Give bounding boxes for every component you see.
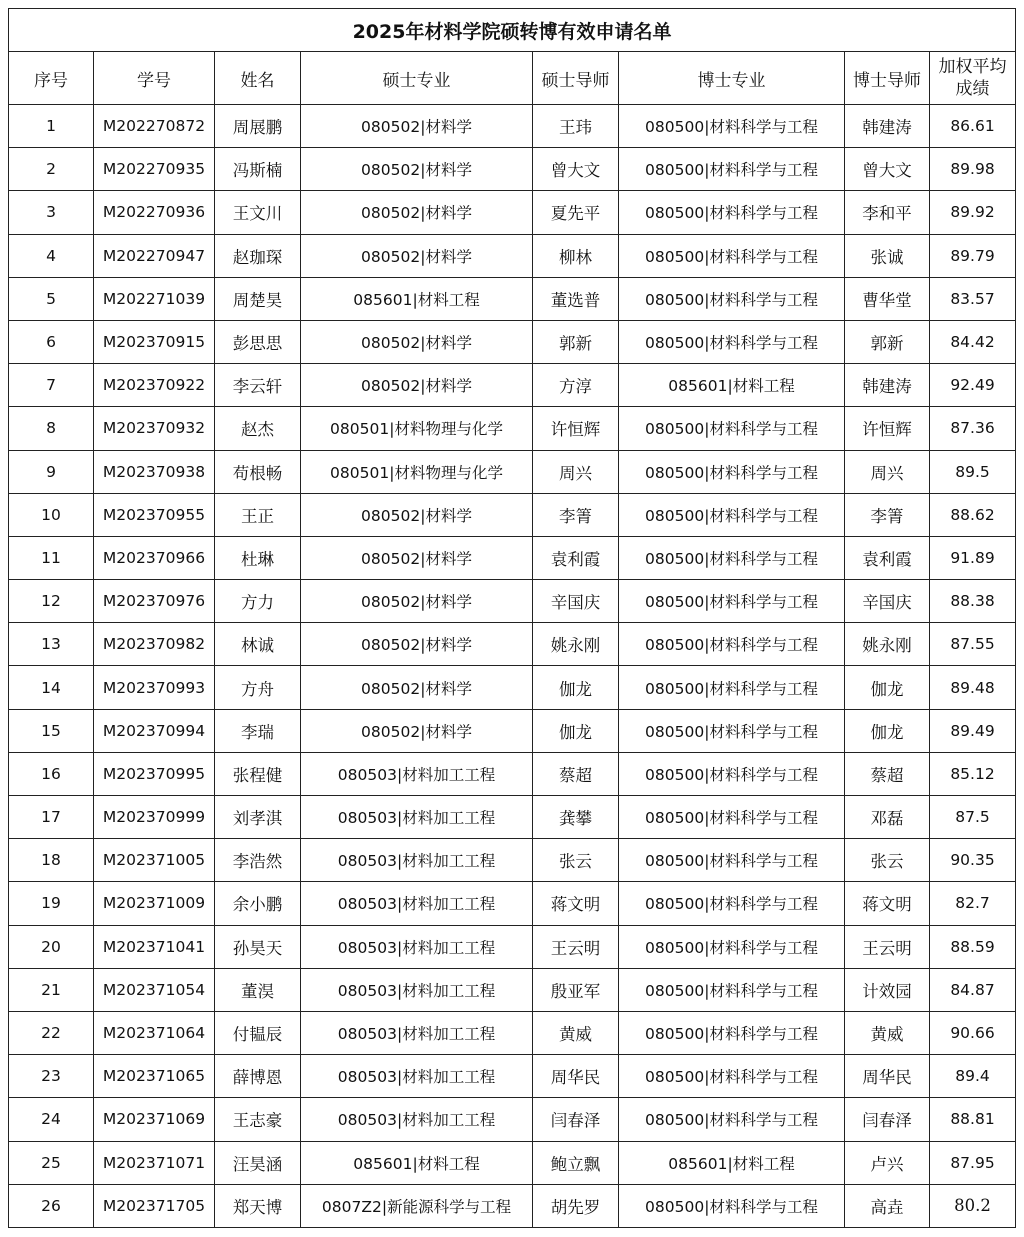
table-row: [9, 234, 1016, 277]
cell-seq: 22: [9, 1011, 94, 1054]
cell-name: 李瑞: [215, 709, 301, 752]
cell-master-tutor: 董选普: [533, 277, 619, 320]
cell-master-major: 080503|材料加工工程: [301, 882, 533, 925]
cell-weighted-score: 88.38: [930, 580, 1016, 623]
cell-weighted-score: 87.36: [930, 407, 1016, 450]
cell-student-id: M202371009: [94, 882, 215, 925]
cell-phd-major: 080500|材料科学与工程: [619, 666, 845, 709]
cell-seq: 8: [9, 407, 94, 450]
header-master-major: 硕士专业: [301, 52, 533, 105]
cell-student-id: M202370976: [94, 580, 215, 623]
cell-master-major: 080502|材料学: [301, 709, 533, 752]
table-row: [9, 364, 1016, 407]
cell-phd-major: 080500|材料科学与工程: [619, 234, 845, 277]
table-row: [9, 752, 1016, 795]
cell-weighted-score: 87.55: [930, 623, 1016, 666]
cell-master-tutor: 辛国庆: [533, 580, 619, 623]
cell-phd-major: 080500|材料科学与工程: [619, 105, 845, 148]
table-row: [9, 493, 1016, 536]
cell-phd-major: 080500|材料科学与工程: [619, 580, 845, 623]
cell-phd-tutor: 高垚: [845, 1184, 930, 1227]
cell-phd-major: 080500|材料科学与工程: [619, 623, 845, 666]
cell-phd-tutor: 许恒辉: [845, 407, 930, 450]
application-list-sheet: [8, 8, 1015, 1228]
cell-master-tutor: 殷亚军: [533, 968, 619, 1011]
cell-master-tutor: 伽龙: [533, 709, 619, 752]
cell-seq: 21: [9, 968, 94, 1011]
header-student-id: 学号: [94, 52, 215, 105]
cell-weighted-score: 84.87: [930, 968, 1016, 1011]
cell-student-id: M202270935: [94, 148, 215, 191]
cell-master-major: 080502|材料学: [301, 191, 533, 234]
cell-master-major: 085601|材料工程: [301, 1141, 533, 1184]
cell-phd-tutor: 伽龙: [845, 666, 930, 709]
cell-master-tutor: 李箐: [533, 493, 619, 536]
cell-phd-tutor: 伽龙: [845, 709, 930, 752]
cell-seq: 11: [9, 536, 94, 579]
cell-master-major: 080503|材料加工工程: [301, 752, 533, 795]
cell-student-id: M202270947: [94, 234, 215, 277]
cell-weighted-score: 83.57: [930, 277, 1016, 320]
cell-name: 董淏: [215, 968, 301, 1011]
cell-master-tutor: 伽龙: [533, 666, 619, 709]
cell-phd-tutor: 周兴: [845, 450, 930, 493]
cell-student-id: M202371705: [94, 1184, 215, 1227]
cell-student-id: M202370955: [94, 493, 215, 536]
cell-student-id: M202370993: [94, 666, 215, 709]
cell-student-id: M202370922: [94, 364, 215, 407]
cell-phd-tutor: 李箐: [845, 493, 930, 536]
cell-weighted-score: 88.62: [930, 493, 1016, 536]
cell-weighted-score: 86.61: [930, 105, 1016, 148]
cell-master-major: 080503|材料加工工程: [301, 1055, 533, 1098]
cell-name: 余小鹏: [215, 882, 301, 925]
cell-phd-tutor: 王云明: [845, 925, 930, 968]
cell-weighted-score: 88.81: [930, 1098, 1016, 1141]
cell-student-id: M202371064: [94, 1011, 215, 1054]
cell-weighted-score: 87.5: [930, 796, 1016, 839]
cell-name: 王志豪: [215, 1098, 301, 1141]
cell-weighted-score: 90.66: [930, 1011, 1016, 1054]
cell-phd-major: 080500|材料科学与工程: [619, 493, 845, 536]
cell-master-tutor: 龚攀: [533, 796, 619, 839]
cell-phd-tutor: 韩建涛: [845, 364, 930, 407]
cell-phd-tutor: 曹华堂: [845, 277, 930, 320]
cell-student-id: M202370915: [94, 320, 215, 363]
cell-phd-tutor: 姚永刚: [845, 623, 930, 666]
cell-phd-major: 080500|材料科学与工程: [619, 191, 845, 234]
header-name: 姓名: [215, 52, 301, 105]
cell-weighted-score: 92.49: [930, 364, 1016, 407]
cell-master-tutor: 姚永刚: [533, 623, 619, 666]
cell-name: 赵珈琛: [215, 234, 301, 277]
cell-phd-major: 080500|材料科学与工程: [619, 1011, 845, 1054]
table-row: [9, 709, 1016, 752]
cell-name: 王文川: [215, 191, 301, 234]
cell-master-tutor: 张云: [533, 839, 619, 882]
cell-name: 张程健: [215, 752, 301, 795]
cell-seq: 19: [9, 882, 94, 925]
cell-name: 汪昊涵: [215, 1141, 301, 1184]
table-row: [9, 882, 1016, 925]
cell-phd-major: 080500|材料科学与工程: [619, 1055, 845, 1098]
cell-weighted-score: 89.5: [930, 450, 1016, 493]
cell-seq: 24: [9, 1098, 94, 1141]
cell-phd-tutor: 蒋文明: [845, 882, 930, 925]
cell-master-major: 080502|材料学: [301, 105, 533, 148]
cell-name: 方力: [215, 580, 301, 623]
table-row: [9, 407, 1016, 450]
cell-phd-major: 080500|材料科学与工程: [619, 839, 845, 882]
cell-master-tutor: 王云明: [533, 925, 619, 968]
cell-phd-major: 080500|材料科学与工程: [619, 796, 845, 839]
cell-master-tutor: 许恒辉: [533, 407, 619, 450]
title-row: [9, 9, 1016, 52]
cell-phd-tutor: 韩建涛: [845, 105, 930, 148]
table-row: [9, 666, 1016, 709]
cell-student-id: M202271039: [94, 277, 215, 320]
cell-weighted-score: 89.49: [930, 709, 1016, 752]
header-phd-tutor: 博士导师: [845, 52, 930, 105]
cell-master-tutor: 袁利霞: [533, 536, 619, 579]
cell-master-major: 080501|材料物理与化学: [301, 450, 533, 493]
cell-master-tutor: 郭新: [533, 320, 619, 363]
header-master-tutor: 硕士导师: [533, 52, 619, 105]
cell-master-tutor: 胡先罗: [533, 1184, 619, 1227]
cell-phd-tutor: 闫春泽: [845, 1098, 930, 1141]
cell-master-major: 080503|材料加工工程: [301, 796, 533, 839]
cell-student-id: M202370938: [94, 450, 215, 493]
cell-master-tutor: 柳林: [533, 234, 619, 277]
cell-phd-tutor: 计效园: [845, 968, 930, 1011]
table-row: [9, 1098, 1016, 1141]
cell-master-major: 080502|材料学: [301, 320, 533, 363]
table-row: [9, 148, 1016, 191]
table-row: [9, 1011, 1016, 1054]
application-table: [8, 8, 1016, 1228]
cell-master-tutor: 黄威: [533, 1011, 619, 1054]
cell-phd-major: 080500|材料科学与工程: [619, 277, 845, 320]
cell-master-major: 080503|材料加工工程: [301, 1098, 533, 1141]
cell-name: 林诚: [215, 623, 301, 666]
cell-seq: 15: [9, 709, 94, 752]
cell-phd-major: 080500|材料科学与工程: [619, 1098, 845, 1141]
cell-phd-major: 080500|材料科学与工程: [619, 709, 845, 752]
header-row: [9, 52, 1016, 105]
cell-weighted-score: 90.35: [930, 839, 1016, 882]
cell-phd-major: 085601|材料工程: [619, 1141, 845, 1184]
cell-weighted-score: 89.48: [930, 666, 1016, 709]
cell-student-id: M202370982: [94, 623, 215, 666]
cell-seq: 9: [9, 450, 94, 493]
cell-name: 薛博恩: [215, 1055, 301, 1098]
cell-seq: 20: [9, 925, 94, 968]
cell-student-id: M202270936: [94, 191, 215, 234]
cell-master-tutor: 夏先平: [533, 191, 619, 234]
cell-student-id: M202370999: [94, 796, 215, 839]
cell-master-major: 080501|材料物理与化学: [301, 407, 533, 450]
cell-master-tutor: 周华民: [533, 1055, 619, 1098]
table-row: [9, 277, 1016, 320]
cell-weighted-score: 91.89: [930, 536, 1016, 579]
cell-weighted-score: 80.2: [930, 1184, 1016, 1227]
header-phd-major: 博士专业: [619, 52, 845, 105]
cell-master-major: 080502|材料学: [301, 580, 533, 623]
cell-phd-tutor: 黄威: [845, 1011, 930, 1054]
cell-master-major: 080503|材料加工工程: [301, 1011, 533, 1054]
table-row: [9, 623, 1016, 666]
cell-master-major: 080502|材料学: [301, 493, 533, 536]
cell-seq: 4: [9, 234, 94, 277]
cell-phd-tutor: 周华民: [845, 1055, 930, 1098]
cell-master-major: 080503|材料加工工程: [301, 839, 533, 882]
cell-phd-tutor: 张诚: [845, 234, 930, 277]
cell-phd-major: 080500|材料科学与工程: [619, 752, 845, 795]
cell-weighted-score: 84.42: [930, 320, 1016, 363]
cell-weighted-score: 87.95: [930, 1141, 1016, 1184]
cell-phd-major: 080500|材料科学与工程: [619, 1184, 845, 1227]
cell-name: 彭思思: [215, 320, 301, 363]
cell-master-tutor: 王玮: [533, 105, 619, 148]
cell-seq: 3: [9, 191, 94, 234]
cell-name: 李云轩: [215, 364, 301, 407]
cell-phd-tutor: 蔡超: [845, 752, 930, 795]
cell-master-tutor: 闫春泽: [533, 1098, 619, 1141]
cell-name: 刘孝淇: [215, 796, 301, 839]
cell-phd-tutor: 李和平: [845, 191, 930, 234]
cell-master-tutor: 蔡超: [533, 752, 619, 795]
header-seq: 序号: [9, 52, 94, 105]
cell-seq: 17: [9, 796, 94, 839]
cell-phd-major: 085601|材料工程: [619, 364, 845, 407]
cell-phd-major: 080500|材料科学与工程: [619, 450, 845, 493]
cell-weighted-score: 88.59: [930, 925, 1016, 968]
cell-student-id: M202270872: [94, 105, 215, 148]
cell-master-major: 085601|材料工程: [301, 277, 533, 320]
cell-seq: 14: [9, 666, 94, 709]
cell-seq: 6: [9, 320, 94, 363]
cell-student-id: M202371065: [94, 1055, 215, 1098]
cell-seq: 26: [9, 1184, 94, 1227]
cell-name: 郑天博: [215, 1184, 301, 1227]
cell-master-tutor: 周兴: [533, 450, 619, 493]
cell-master-major: 080502|材料学: [301, 666, 533, 709]
cell-weighted-score: 89.4: [930, 1055, 1016, 1098]
cell-phd-tutor: 郭新: [845, 320, 930, 363]
cell-student-id: M202371005: [94, 839, 215, 882]
cell-weighted-score: 82.7: [930, 882, 1016, 925]
table-row: [9, 925, 1016, 968]
cell-name: 孙昊天: [215, 925, 301, 968]
table-row: [9, 1055, 1016, 1098]
cell-weighted-score: 85.12: [930, 752, 1016, 795]
cell-name: 李浩然: [215, 839, 301, 882]
cell-name: 周楚昊: [215, 277, 301, 320]
cell-name: 付韫辰: [215, 1011, 301, 1054]
cell-student-id: M202370966: [94, 536, 215, 579]
cell-master-tutor: 鲍立飘: [533, 1141, 619, 1184]
cell-master-major: 080503|材料加工工程: [301, 925, 533, 968]
cell-name: 赵杰: [215, 407, 301, 450]
cell-weighted-score: 89.92: [930, 191, 1016, 234]
cell-master-major: 080502|材料学: [301, 623, 533, 666]
cell-phd-major: 080500|材料科学与工程: [619, 148, 845, 191]
cell-student-id: M202370932: [94, 407, 215, 450]
cell-student-id: M202371054: [94, 968, 215, 1011]
cell-seq: 13: [9, 623, 94, 666]
cell-seq: 7: [9, 364, 94, 407]
cell-master-major: 080502|材料学: [301, 234, 533, 277]
cell-seq: 23: [9, 1055, 94, 1098]
table-row: [9, 450, 1016, 493]
cell-master-major: 080502|材料学: [301, 536, 533, 579]
cell-name: 冯斯楠: [215, 148, 301, 191]
cell-seq: 2: [9, 148, 94, 191]
table-row: [9, 580, 1016, 623]
table-row: [9, 191, 1016, 234]
cell-phd-major: 080500|材料科学与工程: [619, 320, 845, 363]
cell-seq: 10: [9, 493, 94, 536]
table-title: 2025年材料学院硕转博有效申请名单: [9, 9, 1016, 52]
table-row: [9, 536, 1016, 579]
cell-master-tutor: 方淳: [533, 364, 619, 407]
cell-seq: 5: [9, 277, 94, 320]
cell-seq: 25: [9, 1141, 94, 1184]
cell-master-major: 080502|材料学: [301, 148, 533, 191]
cell-phd-major: 080500|材料科学与工程: [619, 968, 845, 1011]
table-row: [9, 1141, 1016, 1184]
cell-phd-major: 080500|材料科学与工程: [619, 882, 845, 925]
cell-phd-tutor: 卢兴: [845, 1141, 930, 1184]
cell-phd-major: 080500|材料科学与工程: [619, 925, 845, 968]
table-row: [9, 796, 1016, 839]
table-body: [9, 105, 1016, 1228]
cell-phd-tutor: 邓磊: [845, 796, 930, 839]
cell-name: 王正: [215, 493, 301, 536]
cell-seq: 1: [9, 105, 94, 148]
cell-phd-major: 080500|材料科学与工程: [619, 536, 845, 579]
cell-seq: 12: [9, 580, 94, 623]
table-row: [9, 105, 1016, 148]
cell-phd-tutor: 张云: [845, 839, 930, 882]
cell-student-id: M202371069: [94, 1098, 215, 1141]
table-row: [9, 968, 1016, 1011]
cell-name: 杜琳: [215, 536, 301, 579]
cell-master-tutor: 蒋文明: [533, 882, 619, 925]
cell-seq: 18: [9, 839, 94, 882]
table-row: [9, 839, 1016, 882]
cell-student-id: M202370994: [94, 709, 215, 752]
cell-weighted-score: 89.98: [930, 148, 1016, 191]
cell-name: 苟根畅: [215, 450, 301, 493]
cell-name: 周展鹏: [215, 105, 301, 148]
cell-phd-major: 080500|材料科学与工程: [619, 407, 845, 450]
cell-phd-tutor: 袁利霞: [845, 536, 930, 579]
cell-master-tutor: 曾大文: [533, 148, 619, 191]
cell-master-major: 0807Z2|新能源科学与工程: [301, 1184, 533, 1227]
table-row: [9, 1184, 1016, 1227]
cell-student-id: M202371041: [94, 925, 215, 968]
cell-student-id: M202370995: [94, 752, 215, 795]
cell-master-major: 080502|材料学: [301, 364, 533, 407]
cell-seq: 16: [9, 752, 94, 795]
header-weighted-score: 加权平均成绩: [930, 52, 1016, 105]
cell-weighted-score: 89.79: [930, 234, 1016, 277]
cell-name: 方舟: [215, 666, 301, 709]
cell-phd-tutor: 辛国庆: [845, 580, 930, 623]
cell-student-id: M202371071: [94, 1141, 215, 1184]
table-row: [9, 320, 1016, 363]
cell-master-major: 080503|材料加工工程: [301, 968, 533, 1011]
cell-phd-tutor: 曾大文: [845, 148, 930, 191]
